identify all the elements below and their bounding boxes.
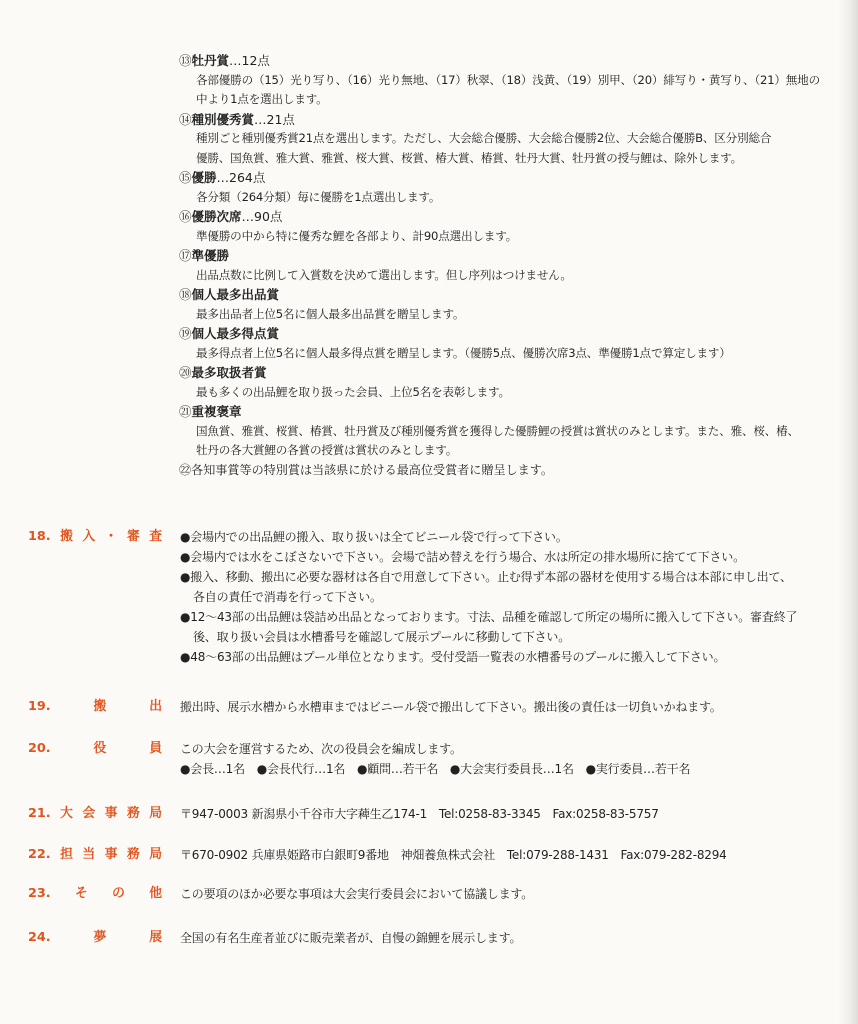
section-body [180,928,850,948]
section-body [180,804,850,824]
award-name: 牡丹賞 [191,53,230,68]
bullet-item: ●12～43部の出品鯉は袋詰め出品となっております。寸法、品種を確認して所定の場所に搬入して下さい。審査終了 [180,610,798,624]
award-item [179,168,844,207]
award-description: 出品点数に比例して入賞数を決めて選出します。但し序列はつけません。 [196,267,572,282]
section-text: 全国の有名生産者並びに販売業者が、自慢の錦鯉を展示します。 [180,931,522,945]
award-item [179,324,844,363]
award-number: ⑭ [179,111,192,127]
award-description: 牡丹の各大賞鯉の各賞の授賞は賞状のみとします。 [196,443,458,457]
bullet-item: ●会場内では水をこぼさないで下さい。会場で詰め替えを行う場合、水は所定の排水場所に捨てて下さい。 [180,550,745,564]
award-item [179,246,844,285]
award-description: 最も多くの出品鯉を取り扱った会員、上位5名を表彰します。 [196,384,510,399]
award-number: ㉑ [179,404,192,419]
award-number: ⑳ [179,365,192,380]
award-description: 国魚賞、雅賞、桜賞、椿賞、牡丹賞及び種別優秀賞を獲得した優勝鯉の授賞は賞状のみとします。また、雅、桜、椿、 [196,423,799,438]
section-body [180,739,850,779]
section-text: 搬出時、展示水槽から水槽車まではビニール袋で搬出して下さい。搬出後の責任は一切負いかねます。 [180,700,722,714]
award-number: ⑰ [179,248,192,263]
award-name: 重複褒章 [191,404,242,419]
section-body [180,697,850,717]
award-special-note: ㉒各知事賞等の特別賞は当該県に於ける最高位受賞者に贈呈します。 [179,462,553,477]
award-item [179,363,844,402]
bullet-item: ●48～63部の出品鯉はプール単位となります。受付受語一覧表の水槽番号のプールに搬入して下さい。 [180,650,726,664]
award-description: 中より1点を選出します。 [196,92,328,106]
section-label: 20. 役 員 [28,741,162,756]
section-text: ●会長…1名 ●会長代行…1名 ●顧問…若干名 ●大会実行委員長…1名 ●実行委員…若干名 [180,762,691,776]
award-count: …90点 [241,209,283,224]
section-label: 24. 夢 展 [28,930,162,945]
bullet-item: ●搬入、移動、搬出に必要な器材は各自で用意して下さい。止む得ず本部の器材を使用する場合は本部に申し出て、 [180,570,792,584]
award-count: …21点 [254,111,295,127]
award-item [179,285,844,324]
section-body [180,527,850,667]
award-description: 優勝、国魚賞、雅大賞、雅賞、桜大賞、桜賞、椿大賞、椿賞、牡丹大賞、牡丹賞の授与鯉は、除外します。 [196,150,742,165]
award-description: 最多出品者上位5名に個人最多出品賞を贈呈します。 [196,306,465,321]
section-label: 22. 担 当 事 務 局 [28,847,162,862]
award-item [179,110,844,169]
award-name: 優勝 [191,170,217,185]
award-number: ⑬ [179,53,192,68]
section-body [180,845,850,865]
award-number: ⑲ [179,326,192,341]
award-description: 各分類（264分類）毎に優勝を1点選出します。 [196,189,441,204]
award-name: 準優勝 [191,248,230,263]
section-label: 21. 大 会 事 務 局 [28,806,162,821]
award-name: 個人最多得点賞 [191,326,280,341]
section-label: 18. 搬 入 ・ 審 査 [28,529,162,544]
award-item [179,402,844,461]
award-name: 最多取扱者賞 [191,365,267,380]
bullet-continuation: 各自の責任で消毒を行って下さい。 [193,590,382,604]
bullet-continuation: 後、取り扱い会員は水槽番号を確認して展示プールに移動して下さい。 [193,630,571,644]
section-text: この要項のほか必要な事項は大会実行委員会において協議します。 [180,887,534,901]
award-count: …12点 [229,53,270,68]
award-item [179,207,844,246]
award-count: …264点 [216,170,266,185]
award-name: 優勝次席 [191,209,242,224]
award-description: 最多得点者上位5名に個人最多得点賞を贈呈します。（優勝5点、優勝次席3点、準優勝1点で算定します） [196,345,731,360]
award-number: ⑱ [179,287,192,302]
section-text: この大会を運営するため、次の役員会を編成します。 [180,742,462,756]
section-body [180,884,850,904]
section-label: 19. 搬 出 [28,699,162,714]
award-description: 各部優勝の（15）光り写り、（16）光り無地、（17）秋翠、（18）浅黄、（19）別甲、（20）緋写り・黄写り、（21）無地の [196,72,820,87]
award-item [179,51,844,110]
award-name: 種別優秀賞 [191,111,255,127]
awards-list [179,51,844,480]
award-description: 種別ごと種別優秀賞21点を選出します。ただし、大会総合優勝、大会総合優勝2位、大会総合優勝B、区分別総合 [196,131,772,145]
award-description: 準優勝の中から特に優秀な鯉を各部より、計90点選出します。 [196,228,518,243]
section-label: 23. そ の 他 [28,886,162,901]
award-number: ⑮ [179,170,192,185]
section-text: 〒670-0902 兵庫県姫路市白銀町9番地 神畑養魚株式会社 Tel:079-288-1431 Fax:079-282-8294 [180,848,727,862]
bullet-item: ●会場内での出品鯉の搬入、取り扱いは全てビニール袋で行って下さい。 [180,530,568,544]
award-name: 個人最多出品賞 [191,287,280,302]
section-text: 〒947-0003 新潟県小千谷市大字薭生乙174-1 Tel:0258-83-3345 Fax:0258-83-5757 [180,807,659,821]
award-number: ⑯ [179,209,192,224]
